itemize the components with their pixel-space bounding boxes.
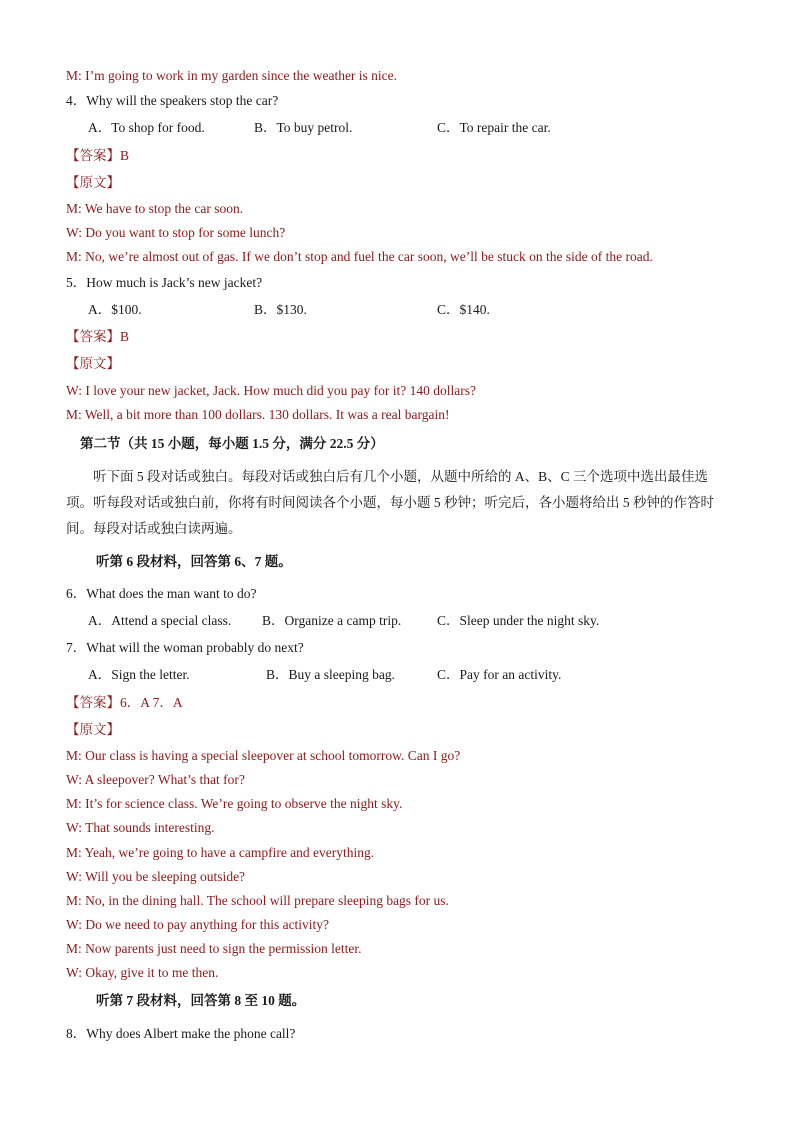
transcript-line: M: We have to stop the car soon. xyxy=(66,201,244,216)
answer-4: 【答案】B xyxy=(66,148,130,163)
option-6c: C．Sleep under the night sky. xyxy=(437,613,600,628)
question-7: 7．What will the woman probably do next? xyxy=(66,640,304,655)
transcript-line: M: It’s for science class. We’re going to observe the night sky. xyxy=(66,796,403,811)
section-heading: 第二节（共 15 小题，每小题 1.5 分，满分 22.5 分） xyxy=(80,436,384,451)
transcript-line: M: Now parents just need to sign the permission letter. xyxy=(66,941,362,956)
transcript-line: W: That sounds interesting. xyxy=(66,820,215,835)
original-label-5: 【原文】 xyxy=(66,356,120,371)
option-6b: B．Organize a camp trip. xyxy=(262,613,402,628)
transcript-line: W: Do we need to pay anything for this activity? xyxy=(66,917,330,932)
option-4b: B．To buy petrol. xyxy=(254,120,353,135)
option-5c: C．$140. xyxy=(437,302,490,317)
part-7-heading: 听第 7 段材料，回答第 8 至 10 题。 xyxy=(96,993,306,1008)
option-7b: B．Buy a sleeping bag. xyxy=(266,667,395,682)
part-6-heading: 听第 6 段材料，回答第 6、7 题。 xyxy=(96,554,292,569)
question-4: 4．Why will the speakers stop the car? xyxy=(66,93,279,108)
original-label-6-7: 【原文】 xyxy=(66,722,120,737)
section-instructions: 听下面 5 段对话或独白。每段对话或独白后有几个小题，从题中所给的 A、B、C 三个选项中选出最佳选项。听每段对话或独白前，你将有时间阅读各个小题，每小题 5 秒钟；听完后，各小题将给出 5 秒钟的作答时间。每段对话或独白读两遍。 xyxy=(66,469,714,536)
transcript-line: M: Our class is having a special sleepover at school tomorrow. Can I go? xyxy=(66,748,461,763)
option-7a: A．Sign the letter. xyxy=(88,667,190,682)
option-4a: A．To shop for food. xyxy=(88,120,205,135)
option-5a: A．$100. xyxy=(88,302,142,317)
transcript-line: W: Do you want to stop for some lunch? xyxy=(66,225,286,240)
transcript-line: W: Okay, give it to me then. xyxy=(66,965,219,980)
option-5b: B．$130. xyxy=(254,302,307,317)
transcript-line: W: Will you be sleeping outside? xyxy=(66,869,246,884)
original-label-4: 【原文】 xyxy=(66,175,120,190)
answer-6-7: 【答案】6．A 7．A xyxy=(66,695,183,710)
option-7c: C．Pay for an activity. xyxy=(437,667,562,682)
transcript-line: M: No, we’re almost out of gas. If we don’t stop and fuel the car soon, we’ll be stuck on the side of the road. xyxy=(66,249,653,264)
option-6a: A．Attend a special class. xyxy=(88,613,232,628)
question-8: 8．Why does Albert make the phone call? xyxy=(66,1026,296,1041)
answer-5: 【答案】B xyxy=(66,329,130,344)
transcript-line: M: I’m going to work in my garden since the weather is nice. xyxy=(66,68,398,83)
question-5: 5．How much is Jack’s new jacket? xyxy=(66,275,263,290)
transcript-line: M: No, in the dining hall. The school will prepare sleeping bags for us. xyxy=(66,893,449,908)
option-4c: C．To repair the car. xyxy=(437,120,551,135)
transcript-line: W: I love your new jacket, Jack. How much did you pay for it? 140 dollars? xyxy=(66,383,477,398)
transcript-line: M: Well, a bit more than 100 dollars. 130 dollars. It was a real bargain! xyxy=(66,407,450,422)
transcript-line: M: Yeah, we’re going to have a campfire and everything. xyxy=(66,845,375,860)
transcript-line: W: A sleepover? What’s that for? xyxy=(66,772,245,787)
question-6: 6．What does the man want to do? xyxy=(66,586,257,601)
